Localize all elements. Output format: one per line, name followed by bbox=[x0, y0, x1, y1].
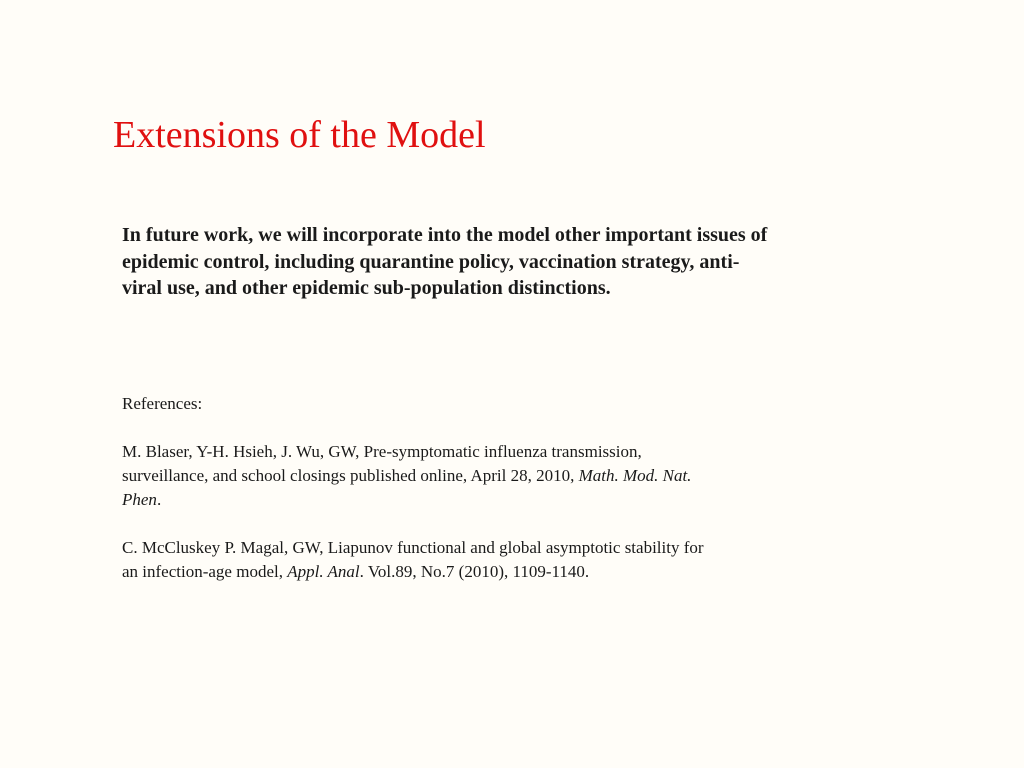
references-heading: References: bbox=[122, 394, 203, 413]
reference-text: surveillance, and school closings published online, April 28, 2010, bbox=[122, 466, 579, 485]
reference-line: C. McCluskey P. Magal, GW, Liapunov functional and global asymptotic stability for bbox=[122, 538, 704, 557]
reference-text: an infection-age model, bbox=[122, 562, 288, 581]
reference-line: M. Blaser, Y-H. Hsieh, J. Wu, GW, Pre-symptomatic influenza transmission, bbox=[122, 442, 642, 461]
body-line: viral use, and other epidemic sub-population distinctions. bbox=[122, 277, 611, 299]
reference-item bbox=[122, 536, 862, 584]
journal-name: Math. Mod. Nat. bbox=[578, 466, 692, 485]
reference-text: . Vol.89, No.7 (2010), 1109-1140. bbox=[359, 562, 590, 581]
reference-line bbox=[122, 488, 862, 512]
journal-name: Appl. Anal bbox=[287, 562, 360, 581]
reference-line bbox=[122, 560, 862, 584]
reference-line bbox=[122, 464, 862, 488]
journal-name: Phen bbox=[122, 490, 157, 509]
references-section bbox=[122, 392, 862, 608]
body-line: epidemic control, including quarantine policy, vaccination strategy, anti- bbox=[122, 250, 740, 273]
body-paragraph bbox=[122, 222, 882, 302]
reference-text: . bbox=[156, 490, 162, 509]
reference-item bbox=[122, 440, 862, 512]
body-line: In future work, we will incorporate into the model other important issues of bbox=[122, 224, 768, 246]
slide-title: Extensions of the Model bbox=[113, 114, 486, 156]
